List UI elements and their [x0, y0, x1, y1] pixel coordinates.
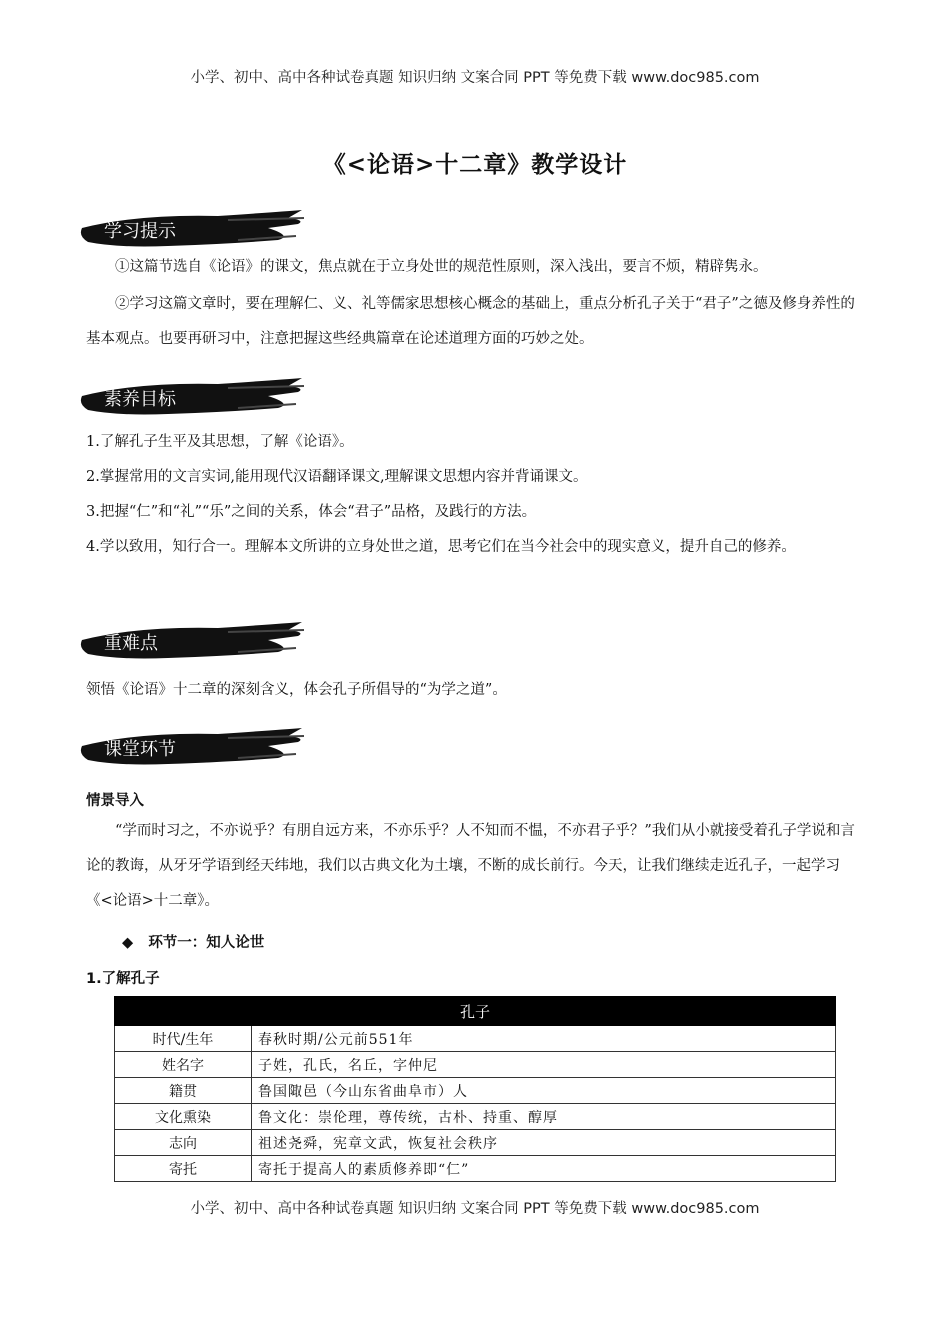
diamond-bullet-icon: ◆ [122, 935, 134, 951]
table-cell-key: 文化熏染 [115, 1104, 252, 1130]
table-row [115, 1130, 836, 1156]
table-row [115, 1052, 836, 1078]
section-banner-tips [78, 206, 308, 254]
table-row [115, 1156, 836, 1182]
table-cell-key: 志向 [115, 1130, 252, 1156]
goal-item: 2.掌握常用的文言实词,能用现代汉语翻译课文,理解课文思想内容并背诵课文。 [86, 469, 588, 485]
section-banner-key [78, 618, 308, 666]
section-heading-class: 课堂环节 [104, 739, 176, 760]
tips-paragraph-1: ①这篇节选自《论语》的课文，焦点就在于立身处世的规范性原则，深入浅出，要言不烦，精辟隽永。 [115, 259, 768, 275]
table-cell-value: 子姓，孔氏，名丘，字仲尼 [252, 1052, 836, 1078]
table-cell-key: 寄托 [115, 1156, 252, 1182]
confucius-table [114, 996, 836, 1182]
intro-text: “学而时习之，不亦说乎？有朋自远方来，不亦乐乎？人不知而不愠，不亦君子乎？”我们从小就接受着孔子学说和言论的教诲，从牙牙学语到经天纬地，我们以古典文化为土壤，不断的成长前行。今天，让我们继续走近孔子，一起学习《<论语>十二章》。 [86, 823, 855, 909]
goal-item: 3.把握“仁”和“礼”“乐”之间的关系，体会“君子”品格，及践行的方法。 [86, 504, 537, 520]
page-footer: 小学、初中、高中各种试卷真题 知识归纳 文案合同 PPT 等免费下载 www.doc985.com [190, 1201, 760, 1217]
table-row [115, 1104, 836, 1130]
goal-item: 4.学以致用，知行合一。理解本文所讲的立身处世之道，思考它们在当今社会中的现实意义，提升自己的修养。 [86, 539, 796, 555]
section-heading-key: 重难点 [104, 633, 158, 654]
section-heading-goals: 素养目标 [104, 389, 176, 410]
table-header: 孔子 [115, 997, 836, 1026]
table-row [115, 1026, 836, 1052]
table-cell-value: 寄托于提高人的素质修养即“仁” [252, 1156, 836, 1182]
table-cell-value: 祖述尧舜，宪章文武，恢复社会秩序 [252, 1130, 836, 1156]
table-cell-key: 时代/生年 [115, 1026, 252, 1052]
section-heading-tips: 学习提示 [104, 221, 176, 242]
section-banner-goals [78, 374, 308, 422]
document-title: 《<论语>十二章》教学设计 [322, 151, 628, 178]
tips-paragraph-2: ②学习这篇文章时，要在理解仁、义、礼等儒家思想核心概念的基础上，重点分析孔子关于“君子”之德及修身养性的基本观点。也要再研习中，注意把握这些经典篇章在论述道理方面的巧妙之处。 [86, 296, 855, 347]
intro-title: 情景导入 [86, 793, 144, 809]
table-cell-key: 姓名字 [115, 1052, 252, 1078]
page-header: 小学、初中、高中各种试卷真题 知识归纳 文案合同 PPT 等免费下载 www.doc985.com [190, 70, 760, 86]
table-cell-value: 春秋时期/公元前551年 [252, 1026, 836, 1052]
table-cell-value: 鲁国陬邑（今山东省曲阜市）人 [252, 1078, 836, 1104]
table-cell-key: 籍贯 [115, 1078, 252, 1104]
step-label: 环节一：知人论世 [148, 935, 265, 951]
section-banner-class [78, 724, 308, 772]
key-text: 领悟《论语》十二章的深刻含义，体会孔子所倡导的“为学之道”。 [86, 682, 507, 698]
step-heading [122, 931, 264, 952]
table-cell-value: 鲁文化：崇伦理，尊传统，古朴、持重、醇厚 [252, 1104, 836, 1130]
table-row [115, 1078, 836, 1104]
subsection-title: 1.了解孔子 [86, 971, 160, 987]
goal-item: 1.了解孔子生平及其思想，了解《论语》。 [86, 434, 354, 450]
